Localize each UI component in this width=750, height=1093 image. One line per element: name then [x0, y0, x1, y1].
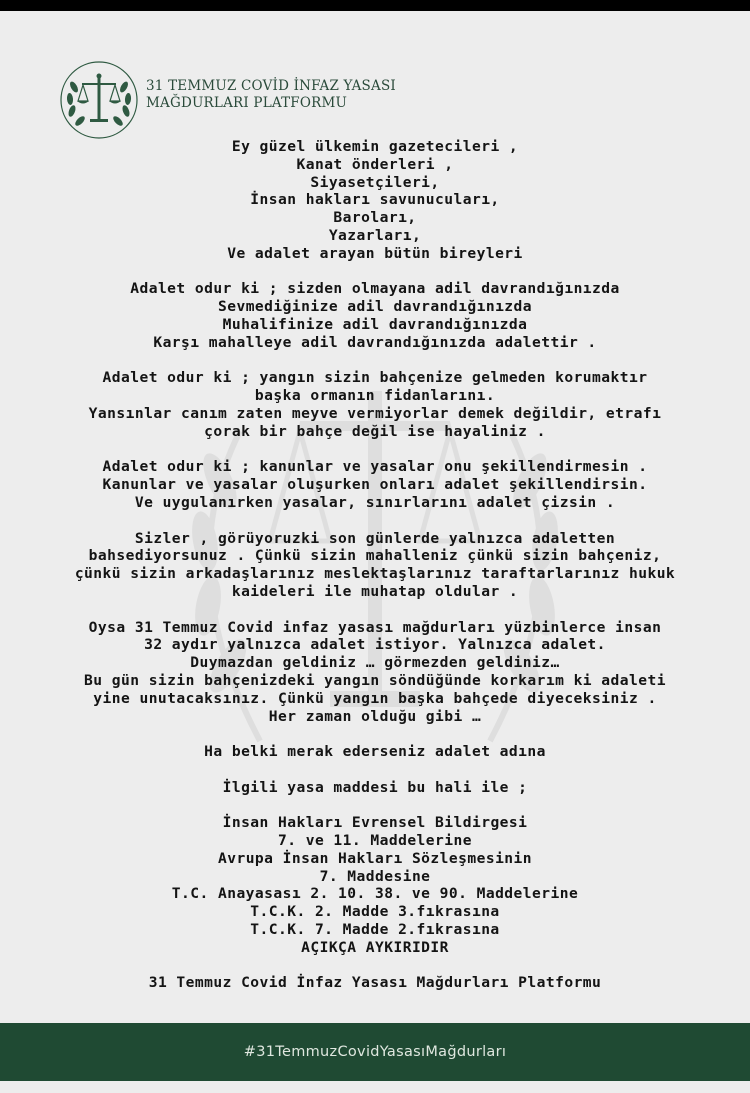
- letter-line: T.C. Anayasası 2. 10. 38. ve 90. Maddelerine: [171, 885, 579, 903]
- letter-line: Ey güzel ülkemin gazetecileri ,: [231, 138, 519, 155]
- letter-line: Kanat önderleri ,: [296, 155, 454, 173]
- letter-line: başka ormanın fidanlarını.: [254, 387, 496, 405]
- letter-paragraph: [0, 369, 750, 440]
- letter-line: 7. ve 11. Maddelerine: [278, 832, 472, 850]
- hashtag: #31TemmuzCovidYasasıMağdurları: [243, 1044, 507, 1060]
- letter-line: Siyasetçileri,: [310, 173, 440, 191]
- letter-paragraph: [0, 619, 750, 726]
- letter-body: [0, 138, 750, 1010]
- letter-line: T.C.K. 2. Madde 3.fıkrasına: [250, 903, 500, 921]
- letter-line: Her zaman olduğu gibi …: [268, 707, 482, 725]
- letter-line: Ha belki merak ederseniz adalet adına: [204, 743, 546, 761]
- letter-line: kaideleri ile muhatap oldular .: [231, 582, 519, 600]
- letter-paragraph: [0, 458, 750, 511]
- letter-line: çorak bir bahçe değil ise hayaliniz .: [204, 422, 546, 440]
- letter-line: Yansınlar canım zaten meyve vermiyorlar demek değildir, etrafı: [88, 404, 662, 422]
- letter-line: Kanunlar ve yasalar oluşurken onları adalet şekillendirsin.: [102, 476, 648, 494]
- letter-line: Adalet odur ki ; kanunlar ve yasalar onu şekillendirmesin .: [102, 458, 648, 476]
- document-page: [0, 11, 750, 1093]
- letter-line: yine unutacaksınız. Çünkü yangın başka bahçede diyeceksiniz .: [93, 689, 657, 707]
- letter-line: Adalet odur ki ; sizden olmayana adil davrandığınızda: [130, 280, 620, 298]
- letter-line: Karşı mahalleye adil davrandığınızda adalettir .: [153, 333, 597, 351]
- letter-paragraph: [0, 138, 750, 263]
- letter-line: bahsediyorsunuz . Çünkü sizin mahalleniz çünkü sizin bahçeniz,: [88, 547, 662, 565]
- letter-line: Duymazdan geldiniz … görmezden geldiniz…: [190, 654, 560, 672]
- letter-line: Muhalifinize adil davrandığınızda: [222, 315, 528, 333]
- letter-line: İnsan Hakları Evrensel Bildirgesi: [222, 814, 528, 832]
- footer-banner: [0, 1023, 750, 1081]
- logo-icon: [58, 59, 140, 141]
- letter-paragraph: [0, 280, 750, 351]
- letter-line: 32 aydır yalnızca adalet istiyor. Yalnızca adalet.: [144, 636, 606, 654]
- org-title: [146, 78, 396, 112]
- letter-line: AÇIKÇA AYKIRIDIR: [301, 938, 449, 956]
- letter-line: İnsan hakları savunucuları,: [250, 191, 500, 209]
- letter-paragraph: [0, 779, 750, 797]
- letter-line: Bu gün sizin bahçenizdeki yangın söndüğünde korkarım ki adaleti: [84, 671, 666, 689]
- letter-line: Baroları,: [333, 209, 417, 227]
- letter-line: 31 Temmuz Covid İnfaz Yasası Mağdurları Platformu: [148, 974, 602, 992]
- letter-line: Sevmediğinize adil davrandığınızda: [217, 298, 533, 316]
- letter-paragraph: [0, 814, 750, 956]
- org-title-line-2: MAĞDURLARI PLATFORMU: [146, 95, 348, 111]
- letter-paragraph: [0, 743, 750, 761]
- letter-line: 7. Maddesine: [319, 867, 431, 885]
- letter-line: Avrupa İnsan Hakları Sözleşmesinin: [217, 849, 533, 867]
- letter-line: İlgili yasa maddesi bu hali ile ;: [222, 778, 528, 796]
- letter-line: Ve adalet arayan bütün bireyleri: [227, 244, 523, 262]
- letter-line: Oysa 31 Temmuz Covid infaz yasası mağdurları yüzbinlerce insan: [88, 618, 662, 636]
- letter-paragraph: [0, 530, 750, 601]
- letter-line: T.C.K. 7. Madde 2.fıkrasına: [250, 921, 500, 939]
- letter-line: çünkü sizin arkadaşlarınız meslektaşlarınız taraftarlarınız hukuk: [74, 565, 676, 583]
- letter-line: Yazarları,: [328, 226, 422, 244]
- letter-line: Adalet odur ki ; yangın sizin bahçenize gelmeden korumaktır: [102, 369, 648, 387]
- letter-line: Ve uygulanırken yasalar, sınırlarını adalet çizsin .: [134, 493, 616, 511]
- org-title-line-1: 31 TEMMUZ COVİD İNFAZ YASASI: [146, 78, 396, 94]
- letter-line: Sizler , görüyoruzki son günlerde yalnızca adaletten: [134, 529, 616, 547]
- letter-paragraph: [0, 974, 750, 992]
